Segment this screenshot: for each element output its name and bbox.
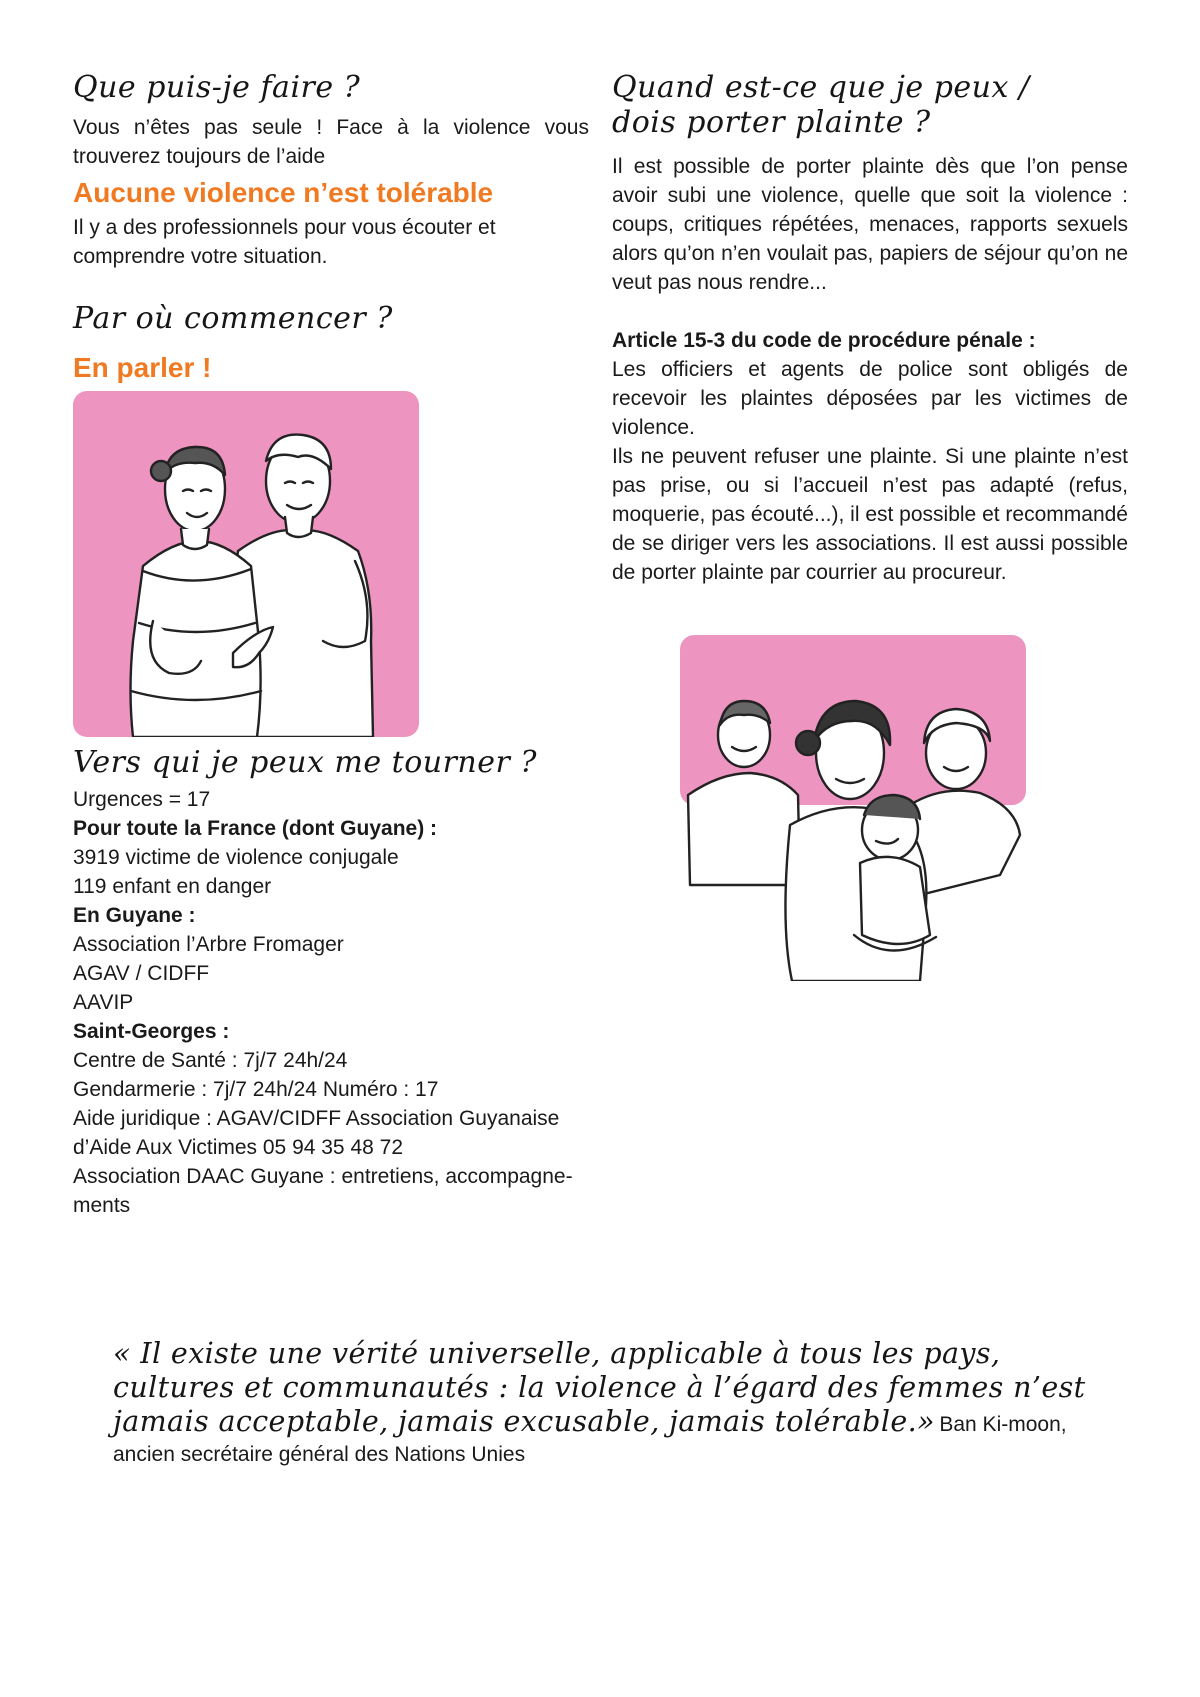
family-drawing bbox=[680, 635, 1026, 981]
contact-centre-sante: Centre de Santé : 7j/7 24h/24 bbox=[73, 1049, 348, 1072]
contact-aide-juridique-1: Aide juridique : AGAV/CIDFF Association Guyanaise bbox=[73, 1107, 560, 1130]
article-label: Article 15-3 du code de procédure pénale : bbox=[612, 329, 1036, 352]
right-column bbox=[612, 70, 1128, 587]
contact-daac-1: Association DAAC Guyane : entretiens, accompagne- bbox=[73, 1165, 573, 1188]
heading-vers-qui: Vers qui je peux me tourner ? bbox=[73, 745, 537, 780]
article-text-2: Ils ne peuvent refuser une plainte. Si une plainte n’est pas prise, ou si l’accueil n’est pas adapté (refus, moquerie, pas écouté...), il est possible et recommandé de se diriger vers les associations. Il est aussi possible de porter plainte par courrier au procureur. bbox=[612, 445, 1128, 584]
intro-text: Vous n’êtes pas seule ! Face à la violence vous trouverez toujours de l’aide bbox=[73, 116, 589, 168]
illustration-family bbox=[680, 635, 1026, 981]
plainte-text: Il est possible de porter plainte dès que l’on pense avoir subi une violence, quelle que soit la violence : coups, critiques répétées, menaces, rapports sexuels alors qu’on n’en voulait pas, papiers de séjour qu’on ne veut pas nous rendre... bbox=[612, 155, 1128, 294]
quote-text: « Il existe une vérité universelle, applicable à tous les pays, cultures et communautés : la violence à l’égard des femmes n’est jamais acceptable, jamais excusable, jamais tolérable.» bbox=[113, 1337, 1086, 1438]
illustration-two-people bbox=[73, 391, 419, 737]
contact-arbre-fromager: Association l’Arbre Fromager bbox=[73, 933, 344, 956]
quote-author-role: ancien secrétaire général des Nations Unies bbox=[113, 1443, 526, 1466]
highlight-aucune-violence: Aucune violence n’est tolérable bbox=[73, 177, 494, 208]
contacts-list bbox=[73, 785, 589, 1220]
contact-daac-2: ments bbox=[73, 1194, 131, 1217]
label-guyane: En Guyane : bbox=[73, 904, 196, 927]
two-people-drawing bbox=[73, 391, 419, 737]
contacts-section bbox=[73, 745, 589, 1220]
heading-par-ou-commencer: Par où commencer ? bbox=[73, 301, 393, 336]
heading-que-puis-je-faire: Que puis-je faire ? bbox=[73, 70, 361, 105]
contact-gendarmerie: Gendarmerie : 7j/7 24h/24 Numéro : 17 bbox=[73, 1078, 439, 1101]
contact-urgences: Urgences = 17 bbox=[73, 788, 211, 811]
contact-aide-juridique-2: d’Aide Aux Victimes 05 94 35 48 72 bbox=[73, 1136, 404, 1159]
contact-3919: 3919 victime de violence conjugale bbox=[73, 846, 399, 869]
left-column bbox=[73, 70, 589, 386]
professionals-text: Il y a des professionnels pour vous écouter et comprendre votre situation. bbox=[73, 216, 496, 268]
highlight-en-parler: En parler ! bbox=[73, 352, 212, 383]
contact-aavip: AAVIP bbox=[73, 991, 134, 1014]
heading-porter-plainte: Quand est-ce que je peux / dois porter plainte ? bbox=[612, 70, 1030, 140]
quote-block bbox=[113, 1337, 1103, 1469]
quote-author: Ban Ki-moon, bbox=[939, 1413, 1067, 1436]
label-saint-georges: Saint-Georges : bbox=[73, 1020, 230, 1043]
contact-agav: AGAV / CIDFF bbox=[73, 962, 210, 985]
label-france: Pour toute la France (dont Guyane) : bbox=[73, 817, 438, 840]
contact-119: 119 enfant en danger bbox=[73, 875, 272, 898]
article-text-1: Les officiers et agents de police sont obligés de recevoir les plaintes déposées par les victimes de violence. bbox=[612, 358, 1128, 439]
